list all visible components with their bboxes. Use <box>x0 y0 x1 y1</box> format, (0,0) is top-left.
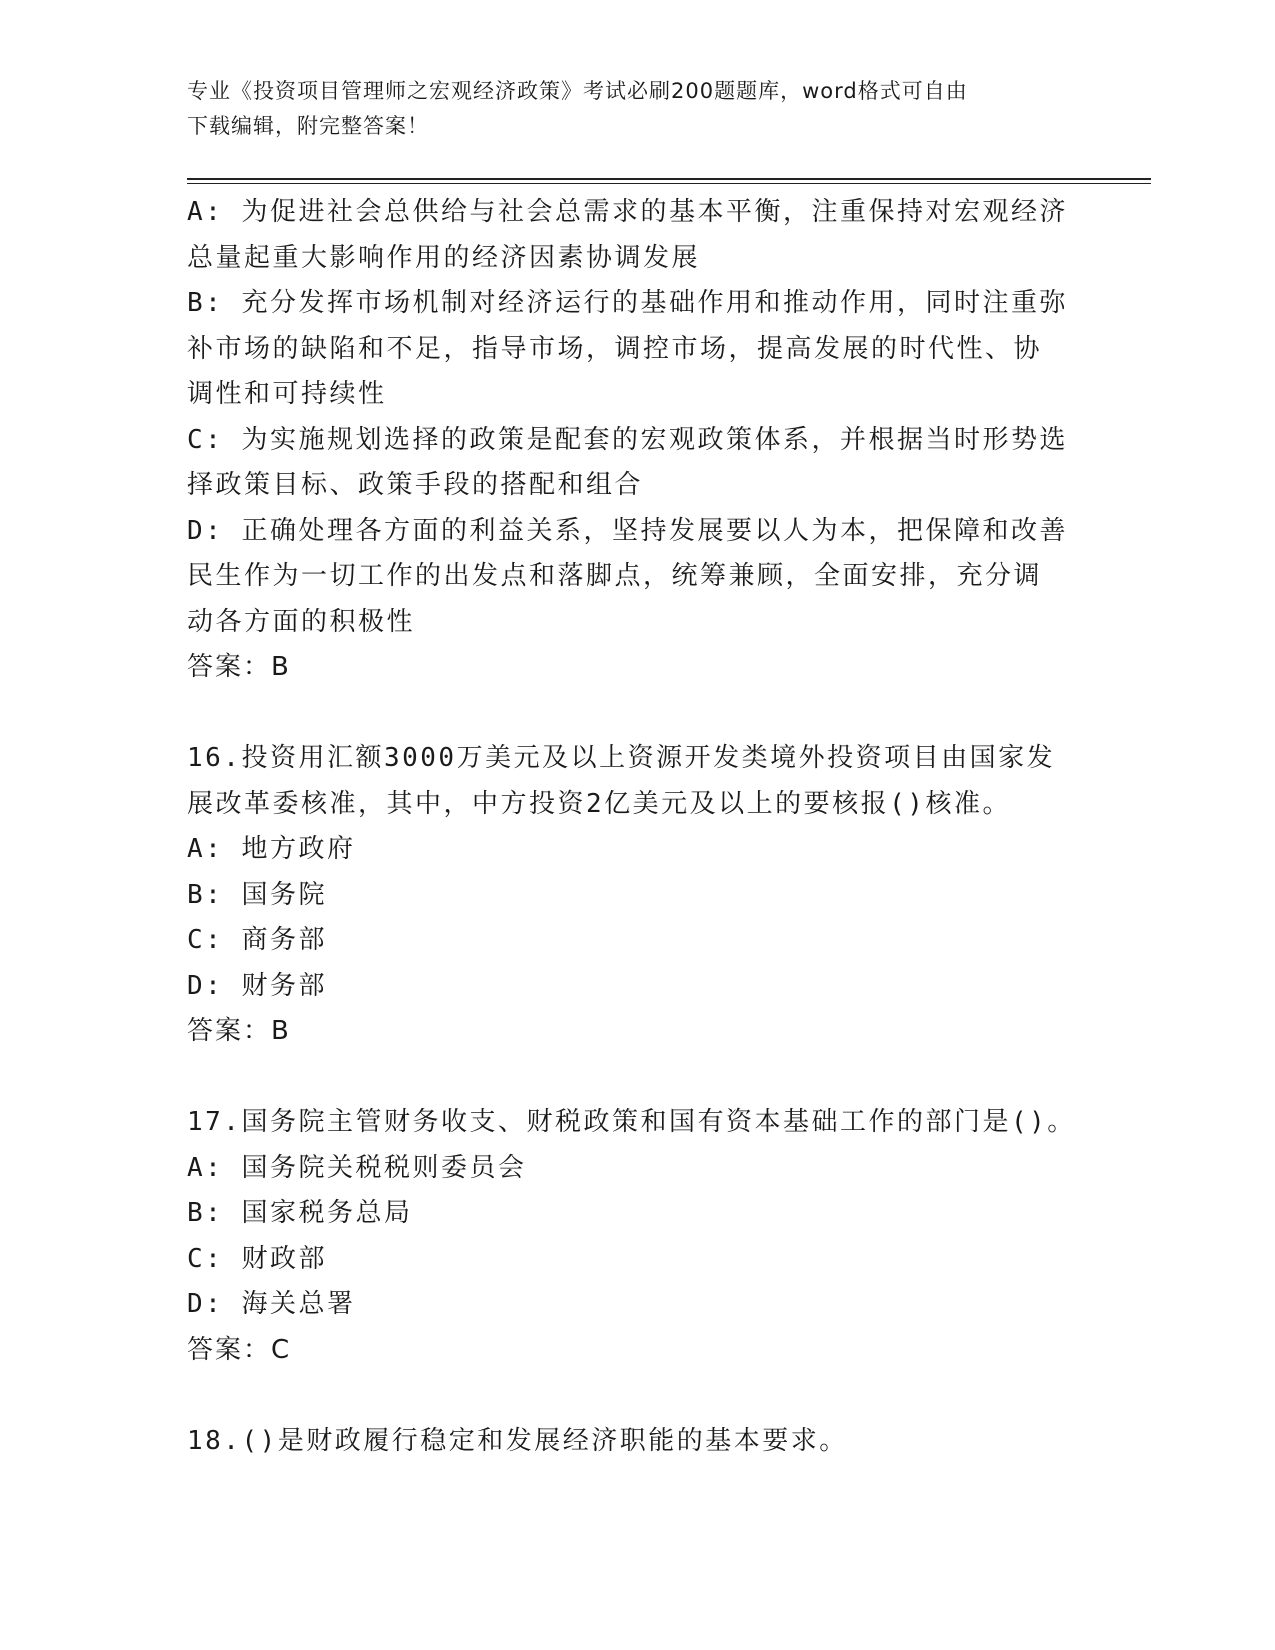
answer-line: 答案：C <box>187 1334 292 1365</box>
spacer <box>187 691 1067 737</box>
option-c: C: 财政部 <box>187 1243 327 1274</box>
option-line: 总量起重大影响作用的经济因素协调发展 <box>187 242 701 273</box>
option-a <box>187 190 1067 281</box>
option-b: B: 国家税务总局 <box>187 1198 413 1228</box>
spacer <box>187 1373 1067 1419</box>
header-line-2: 下载编辑，附完整答案！ <box>187 114 429 138</box>
spacer <box>187 1055 1067 1101</box>
option-d <box>187 509 1067 646</box>
option-c: C: 商务部 <box>187 925 327 955</box>
question-list <box>187 190 1076 1464</box>
question-17 <box>187 1100 1076 1373</box>
answer-line: 答案：B <box>187 1016 291 1046</box>
option-line: 动各方面的积极性 <box>187 606 416 637</box>
question-stem: 18.()是财政履行稳定和发展经济职能的基本要求。 <box>187 1425 848 1456</box>
option-d: D: 财务部 <box>187 970 327 1001</box>
option-b <box>187 281 1067 418</box>
option-c <box>187 418 1067 509</box>
question-16 <box>187 736 1067 1055</box>
document-header <box>187 74 1067 144</box>
option-line: 民生作为一切工作的出发点和落脚点，统筹兼顾，全面安排，充分调 <box>187 561 1043 591</box>
question-stem: 16.投资用汇额3000万美元及以上资源开发类境外投资项目由国家发 <box>187 743 1056 773</box>
option-line: A: 为促进社会总供给与社会总需求的基本平衡，注重保持对宏观经济 <box>187 197 1068 227</box>
header-line-1: 专业《投资项目管理师之宏观经济政策》考试必刷200题题库，word格式可自由 <box>187 79 968 103</box>
option-a: A: 国务院关税税则委员会 <box>187 1152 527 1183</box>
option-line: D: 正确处理各方面的利益关系，坚持发展要以人为本，把保障和改善 <box>187 515 1068 546</box>
answer-line: 答案：B <box>187 652 291 682</box>
header-divider-thin <box>187 183 1151 184</box>
question-15 <box>187 190 1067 691</box>
option-line: 择政策目标、政策手段的搭配和组合 <box>187 470 644 500</box>
question-18 <box>187 1419 1067 1465</box>
option-line: 调性和可持续性 <box>187 379 387 409</box>
header-divider-thick <box>187 178 1151 180</box>
option-line: B: 充分发挥市场机制对经济运行的基础作用和推动作用，同时注重弥 <box>187 288 1068 318</box>
option-line: C: 为实施规划选择的政策是配套的宏观政策体系，并根据当时形势选 <box>187 424 1068 455</box>
option-a: A: 地方政府 <box>187 834 356 864</box>
question-stem: 展改革委核准，其中，中方投资2亿美元及以上的要核报()核准。 <box>187 788 1011 819</box>
option-b: B: 国务院 <box>187 879 327 910</box>
option-d: D: 海关总署 <box>187 1289 356 1319</box>
option-line: 补市场的缺陷和不足，指导市场，调控市场，提高发展的时代性、协 <box>187 333 1043 364</box>
question-stem: 17.国务院主管财务收支、财税政策和国有资本基础工作的部门是()。 <box>187 1107 1076 1137</box>
